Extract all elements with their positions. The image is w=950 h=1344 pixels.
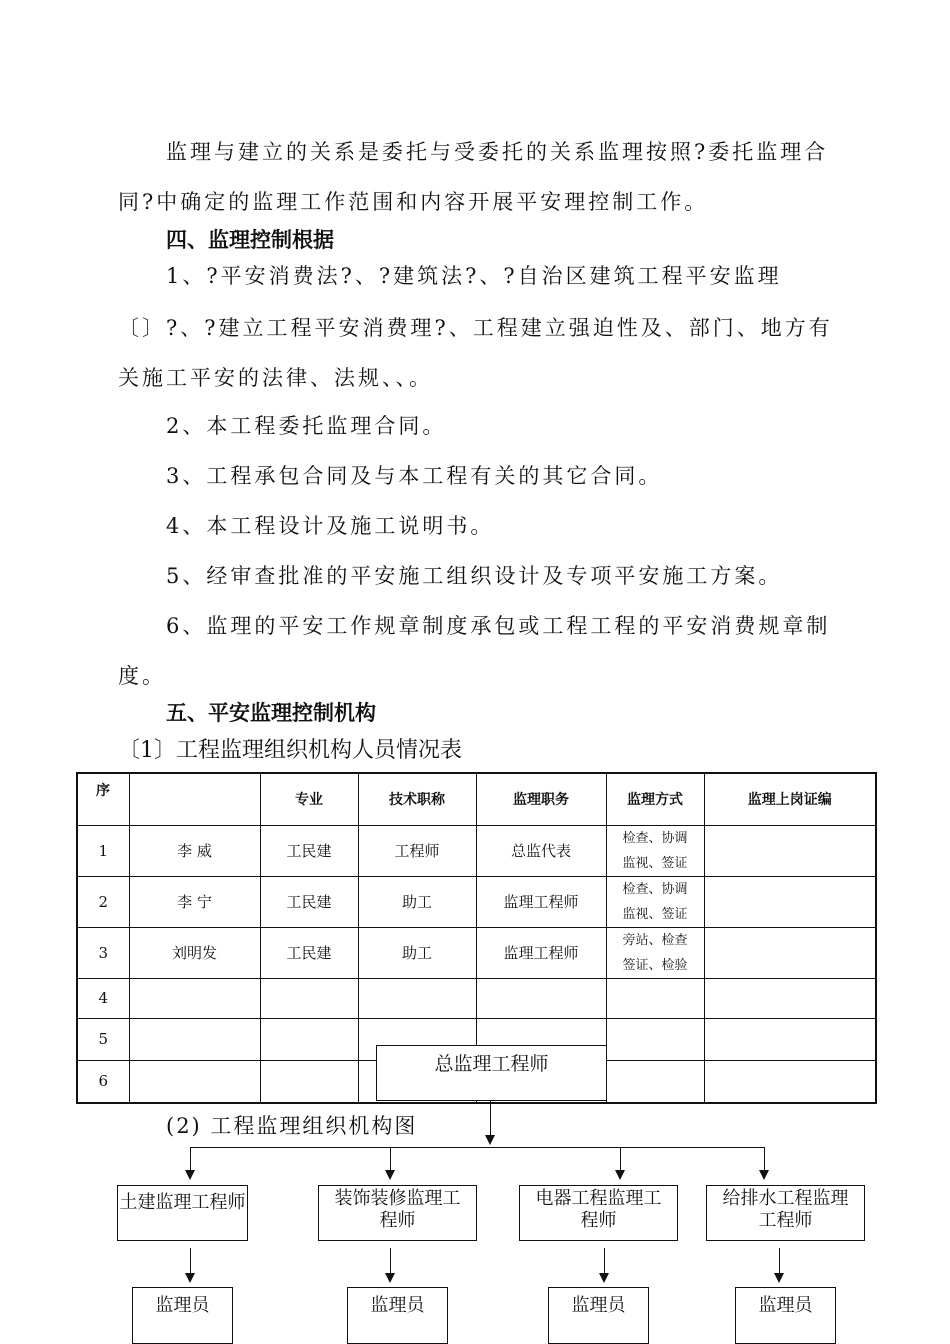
arrow-down-icon [385, 1273, 395, 1283]
table-row [77, 825, 876, 876]
header-cell: 技术职称 [358, 773, 476, 825]
header-cell [129, 773, 260, 825]
list-item: 4、本工程设计及施工说明书。 [166, 514, 495, 538]
connector-line [390, 1248, 391, 1273]
cell-method [606, 978, 704, 1018]
cell-title: 助工 [358, 876, 476, 927]
connector-line [604, 1248, 605, 1273]
list-item: 5、经审查批准的平安施工组织设计及专项平安施工方案。 [166, 564, 783, 588]
header-cell: 序 [77, 773, 129, 825]
cell-no: 3 [77, 927, 129, 978]
cell-duty: 监理工程师 [476, 927, 606, 978]
list-item-continued: 度。 [118, 664, 166, 688]
section-heading-4: 四、监理控制根据 [166, 228, 334, 252]
cell-cert [704, 1060, 876, 1103]
org-box-electrical-engineer: 电器工程监理工 程师 [519, 1185, 678, 1241]
org-box-supervisor: 监理员 [735, 1287, 836, 1344]
arrow-down-icon [774, 1273, 784, 1283]
table-row [77, 978, 876, 1018]
cell-cert [704, 978, 876, 1018]
text-line: 同?中确定的监理工作范围和内容开展平安理控制工作。 [118, 190, 709, 214]
org-box-plumbing-engineer: 给排水工程监理 工程师 [706, 1185, 865, 1241]
cell-name: 刘明发 [129, 927, 260, 978]
arrow-down-icon [485, 1135, 495, 1145]
list-item: 3、工程承包合同及与本工程有关的其它合同。 [166, 464, 663, 488]
connector-line [190, 1147, 191, 1170]
cell-major [260, 1018, 358, 1060]
cell-cert [704, 825, 876, 876]
list-item: 2、本工程委托监理合同。 [166, 414, 447, 438]
cell-name: 李 威 [129, 825, 260, 876]
arrow-down-icon [599, 1273, 609, 1283]
method-line: 检查、协调 [622, 881, 688, 897]
cell-no: 4 [77, 978, 129, 1018]
org-box-decoration-engineer: 装饰装修监理工 程师 [318, 1185, 477, 1241]
table-row [77, 927, 876, 978]
cell-method [606, 876, 704, 927]
org-box-supervisor: 监理员 [548, 1287, 649, 1344]
cell-method [606, 1060, 704, 1103]
cell-cert [704, 876, 876, 927]
cell-method [606, 927, 704, 978]
method-line: 检查、协调 [622, 830, 688, 846]
cell-name [129, 978, 260, 1018]
table-row [77, 876, 876, 927]
org-box-supervisor: 监理员 [132, 1287, 233, 1344]
connector-line [620, 1147, 621, 1170]
list-item: 1、?平安消费法?、?建筑法?、?自治区建筑工程平安监理 [166, 264, 782, 288]
arrow-down-icon [185, 1273, 195, 1283]
connector-line [779, 1248, 780, 1273]
connector-line [190, 1147, 764, 1148]
header-cell: 专业 [260, 773, 358, 825]
cell-major [260, 1060, 358, 1103]
header-cell: 监理方式 [606, 773, 704, 825]
header-cell: 监理职务 [476, 773, 606, 825]
org-box-civil-engineer: 土建监理工程师 [117, 1185, 248, 1241]
arrow-down-icon [185, 1170, 195, 1180]
cell-duty: 总监代表 [476, 825, 606, 876]
cell-major: 工民建 [260, 876, 358, 927]
arrow-down-icon [759, 1170, 769, 1180]
cell-title: 工程师 [358, 825, 476, 876]
list-item-continued: 关施工平安的法律、法规、、。 [118, 366, 433, 390]
connector-line [190, 1248, 191, 1273]
cell-no: 5 [77, 1018, 129, 1060]
cell-method [606, 825, 704, 876]
cell-name [129, 1060, 260, 1103]
cell-cert [704, 1018, 876, 1060]
connector-line [764, 1147, 765, 1170]
cell-no: 2 [77, 876, 129, 927]
cell-no: 1 [77, 825, 129, 876]
method-line: 监视、签证 [622, 906, 688, 922]
org-box-chief-engineer: 总监理工程师 [376, 1045, 607, 1101]
method-line: 监视、签证 [622, 855, 688, 871]
cell-cert [704, 927, 876, 978]
header-cell: 监理上岗证编 [704, 773, 876, 825]
cell-major [260, 978, 358, 1018]
cell-title [358, 978, 476, 1018]
method-line: 旁站、检查 [622, 932, 688, 948]
connector-line [390, 1147, 391, 1170]
org-chart-caption: (2) 工程监理组织机构图 [166, 1114, 418, 1138]
table-header-row [77, 773, 876, 825]
table-caption: 〔1〕工程监理组织机构人员情况表 [118, 738, 462, 763]
cell-major: 工民建 [260, 825, 358, 876]
method-line: 签证、检验 [622, 957, 688, 973]
section-heading-5: 五、平安监理控制机构 [166, 701, 376, 725]
cell-name: 李 宁 [129, 876, 260, 927]
cell-no: 6 [77, 1060, 129, 1103]
text-line: 监理与建立的关系是委托与受委托的关系监理按照?委托监理合 [166, 140, 829, 164]
list-item: 6、监理的平安工作规章制度承包或工程工程的平安消费规章制 [166, 614, 831, 638]
cell-title: 助工 [358, 927, 476, 978]
arrow-down-icon [615, 1170, 625, 1180]
cell-name [129, 1018, 260, 1060]
cell-major: 工民建 [260, 927, 358, 978]
org-box-supervisor: 监理员 [347, 1287, 448, 1344]
cell-duty [476, 978, 606, 1018]
cell-duty: 监理工程师 [476, 876, 606, 927]
list-item-continued: 〔〕?、?建立工程平安消费理?、工程建立强迫性及、部门、地方有 [118, 316, 833, 340]
arrow-down-icon [385, 1170, 395, 1180]
cell-method [606, 1018, 704, 1060]
connector-line [490, 1101, 491, 1135]
